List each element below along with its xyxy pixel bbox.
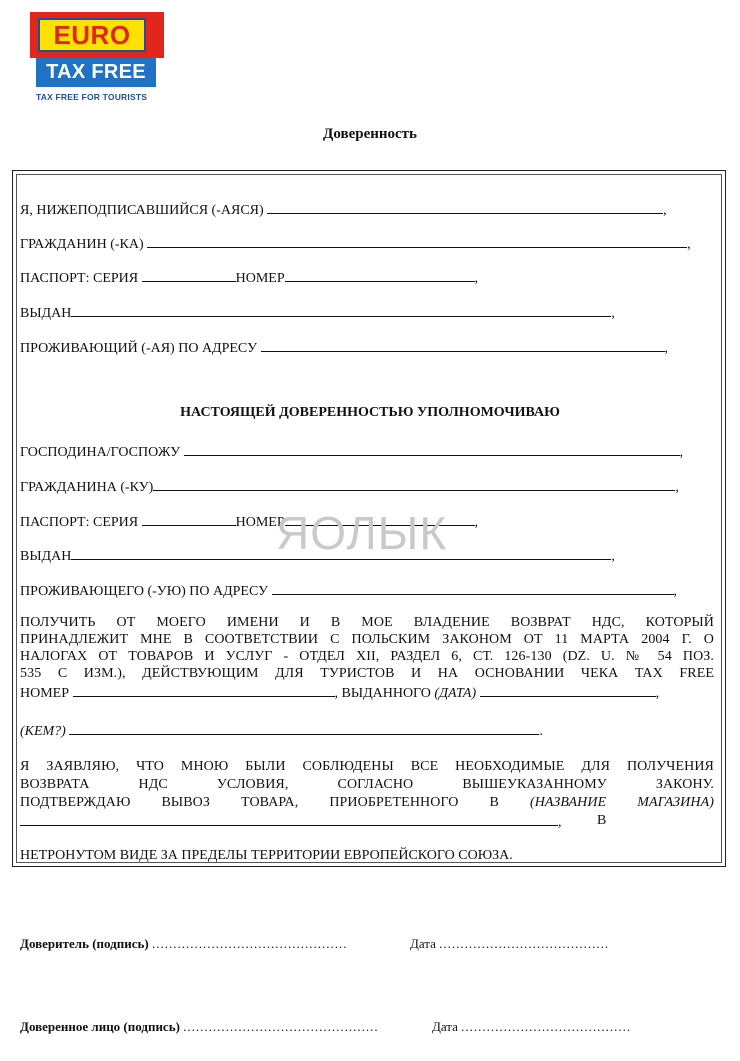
principal-address-field[interactable] (261, 338, 665, 352)
receipt-number-label: НОМЕР (20, 686, 70, 701)
principal-issued-label: ВЫДАН (20, 306, 72, 321)
agent-passport-series-field[interactable] (142, 512, 236, 526)
principal-signature-row (20, 936, 347, 952)
agent-signature-field[interactable]: .............................................. (183, 1019, 379, 1034)
agent-date-row (432, 1019, 631, 1035)
principal-name-field[interactable] (267, 200, 663, 214)
comma: , (663, 203, 667, 218)
comma: , (687, 237, 691, 252)
agent-name-row (20, 442, 683, 462)
principal-name-row (20, 200, 667, 220)
paragraph-2-line: ВОЗВРАТА НДС УСЛОВИЯ, СОГЛАСНО ВЫШЕУКАЗАННОМУ ЗАКОНУ. (20, 777, 714, 792)
principal-citizen-row (20, 234, 691, 254)
agent-issued-label: ВЫДАН (20, 549, 72, 564)
agent-citizen-label: ГРАЖДАНИНА (-КУ) (20, 480, 154, 495)
agent-address-row (20, 581, 677, 601)
agent-signature-row (20, 1019, 379, 1035)
comma: , (664, 341, 669, 356)
logo-tax-free-text: TAX FREE (36, 58, 156, 87)
comma: , (679, 445, 684, 460)
comma: , (611, 306, 615, 321)
paragraph-2-text: ПОДТВЕРЖДАЮ ВЫВОЗ ТОВАРА, ПРИОБРЕТЕННОГО В (20, 795, 499, 810)
principal-passport-number-field[interactable] (285, 268, 475, 282)
authorize-heading: НАСТОЯЩЕЙ ДОВЕРЕННОСТЬЮ УПОЛНОМОЧИВАЮ (180, 405, 560, 420)
period: . (539, 724, 543, 739)
agent-address-label: ПРОЖИВАЮЩЕГО (-УЮ) ПО АДРЕСУ (20, 584, 269, 599)
paragraph-1-line: ПОЛУЧИТЬ ОТ МОЕГО ИМЕНИ И В МОЕ ВЛАДЕНИЕ ВОЗВРАТ НДС, КОТОРЫЙ (20, 615, 714, 630)
agent-name-label: ГОСПОДИНА/ГОСПОЖУ (20, 445, 181, 460)
receipt-by-whom-field[interactable] (69, 721, 539, 735)
receipt-by-whom-row (20, 721, 543, 741)
agent-passport-number-label: НОМЕР (235, 515, 285, 530)
comma: , (675, 480, 679, 495)
comma: , (611, 549, 615, 564)
receipt-number-field[interactable] (73, 683, 335, 697)
principal-date-label: Дата (410, 936, 436, 951)
paragraph-1-line: ПРИНАДЛЕЖИТ МНЕ В СООТВЕТСТВИИ С ПОЛЬСКИМ ЗАКОНОМ ОТ 11 МАРТА 2004 Г. О (20, 632, 714, 647)
store-name-field[interactable] (20, 812, 558, 826)
watermark: ЯОЛЫК (276, 507, 448, 559)
agent-passport-series-label: ПАСПОРТ: СЕРИЯ (20, 515, 139, 530)
store-name-row (20, 812, 562, 832)
principal-passport-number-label: НОМЕР (235, 271, 285, 286)
principal-passport-series-field[interactable] (142, 268, 236, 282)
paragraph-1-line: 535 С ИЗМ.), ДЕЙСТВУЮЩИМ ДЛЯ ТУРИСТОВ И НА ОСНОВАНИИ ЧЕКА TAX FREE (20, 666, 714, 681)
comma: , (655, 686, 660, 701)
agent-date-label: Дата (432, 1019, 458, 1034)
agent-signature-label: Доверенное лицо (подпись) (20, 1019, 180, 1034)
principal-address-label: ПРОЖИВАЮЩИЙ (-АЯ) ПО АДРЕСУ (20, 341, 258, 356)
principal-address-row (20, 338, 668, 358)
logo-euro-block (30, 12, 164, 58)
principal-issued-field[interactable] (71, 303, 611, 317)
agent-date-field[interactable]: ........................................ (461, 1019, 632, 1034)
receipt-date-field[interactable] (480, 683, 656, 697)
principal-name-label: Я, НИЖЕПОДПИСАВШИЙСЯ (-АЯСЯ) (20, 203, 264, 218)
agent-name-field[interactable] (184, 442, 680, 456)
paragraph-2-final-line: НЕТРОНУТОМ ВИДЕ ЗА ПРЕДЕЛЫ ТЕРРИТОРИИ ЕВРОПЕЙСКОГО СОЮЗА. (20, 848, 513, 863)
in-word: В (597, 813, 607, 828)
agent-address-field[interactable] (272, 581, 674, 595)
principal-citizen-field[interactable] (147, 234, 687, 248)
comma: , (558, 815, 562, 830)
principal-passport-series-label: ПАСПОРТ: СЕРИЯ (20, 271, 139, 286)
paragraph-2-line3 (20, 794, 714, 811)
principal-signature-field[interactable]: .............................................. (151, 936, 348, 951)
logo-tagline: TAX FREE FOR TOURISTS (36, 92, 148, 102)
agent-citizen-field[interactable] (153, 477, 675, 491)
paragraph-1-line: НАЛОГАХ ОТ ТОВАРОВ И УСЛУГ - ОТДЕЛ XII, РАЗДЕЛ 6, СТ. 126-130 (DZ. U. № 54 ПОЗ. (20, 649, 714, 664)
comma: , (673, 584, 678, 599)
logo-euro-text: EURO (38, 18, 146, 52)
receipt-by-whom-label: (КЕМ?) (20, 724, 66, 739)
receipt-number-row (20, 683, 659, 703)
page-title: Доверенность (323, 126, 417, 142)
store-name-label: (НАЗВАНИЕ МАГАЗИНА) (529, 795, 714, 810)
principal-citizen-label: ГРАЖДАНИН (-КА) (20, 237, 144, 252)
principal-date-row (410, 936, 609, 952)
principal-issued-row (20, 303, 615, 323)
agent-citizen-row (20, 477, 679, 497)
principal-signature-label: Доверитель (подпись) (20, 936, 149, 951)
paragraph-2-line: Я ЗАЯВЛЯЮ, ЧТО МНОЮ БЫЛИ СОБЛЮДЕНЫ ВСЕ НЕОБХОДИМЫЕ ДЛЯ ПОЛУЧЕНИЯ (20, 759, 714, 774)
principal-passport-row (20, 268, 478, 288)
principal-date-field[interactable]: ........................................ (439, 936, 610, 951)
receipt-date-label: (ДАТА) (434, 686, 477, 701)
comma: , (474, 515, 479, 530)
comma: , (474, 271, 479, 286)
receipt-issued-label: , ВЫДАННОГО (334, 686, 431, 701)
